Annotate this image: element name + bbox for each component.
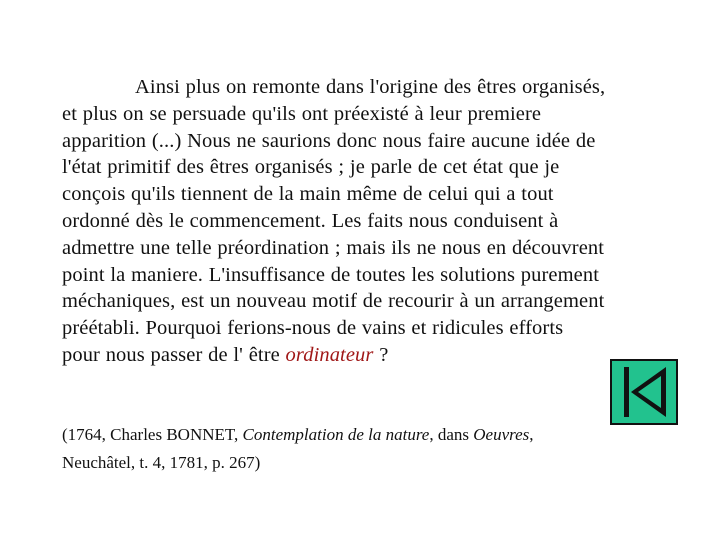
citation-part: ,	[529, 425, 534, 444]
quote-line: ordonné dès le commencement. Les faits nous conduisent à	[62, 209, 559, 232]
quote-line: l'état primitif des êtres organisés ; je parle de cet état que je	[62, 156, 560, 179]
citation-line-1	[62, 421, 702, 449]
quote-line: admettre une telle préordination ; mais ils ne nous en découvrent	[62, 236, 605, 259]
quote-last-line	[62, 342, 702, 369]
quote-line: apparition (...) Nous ne saurions donc nous faire aucune idée de	[62, 129, 596, 152]
collection-title: Oeuvres	[473, 425, 530, 444]
quote-last-line-prefix: pour nous passer de l' être	[62, 343, 286, 366]
quote-last-line-suffix: ?	[373, 343, 389, 366]
work-title: Contemplation de la nature	[242, 425, 430, 444]
quote-line: et plus on se persuade qu'ils ont préexisté à leur premiere	[62, 102, 542, 125]
citation-line-2: Neuchâtel, t. 4, 1781, p. 267)	[62, 453, 261, 472]
quote-line: préétabli. Pourquoi ferions-nous de vains et ridicules efforts	[62, 317, 564, 340]
citation	[62, 421, 702, 477]
citation-part: (1764, Charles BONNET,	[62, 425, 243, 444]
skip-to-start-button[interactable]	[610, 359, 678, 425]
quote-line: point la maniere. L'insuffisance de toutes les solutions purement	[62, 263, 600, 286]
quote-line: méchaniques, est un nouveau motif de recourir à un arrangement	[62, 290, 605, 313]
quote-line: conçois qu'ils tiennent de la main même de celui qui a tout	[62, 183, 554, 206]
quote-block	[62, 74, 702, 369]
quote-line: Ainsi plus on remonte dans l'origine des êtres organisés,	[135, 76, 606, 98]
skip-to-start-icon	[612, 361, 676, 423]
citation-part: , dans	[429, 425, 474, 444]
highlighted-word: ordinateur	[285, 343, 374, 366]
